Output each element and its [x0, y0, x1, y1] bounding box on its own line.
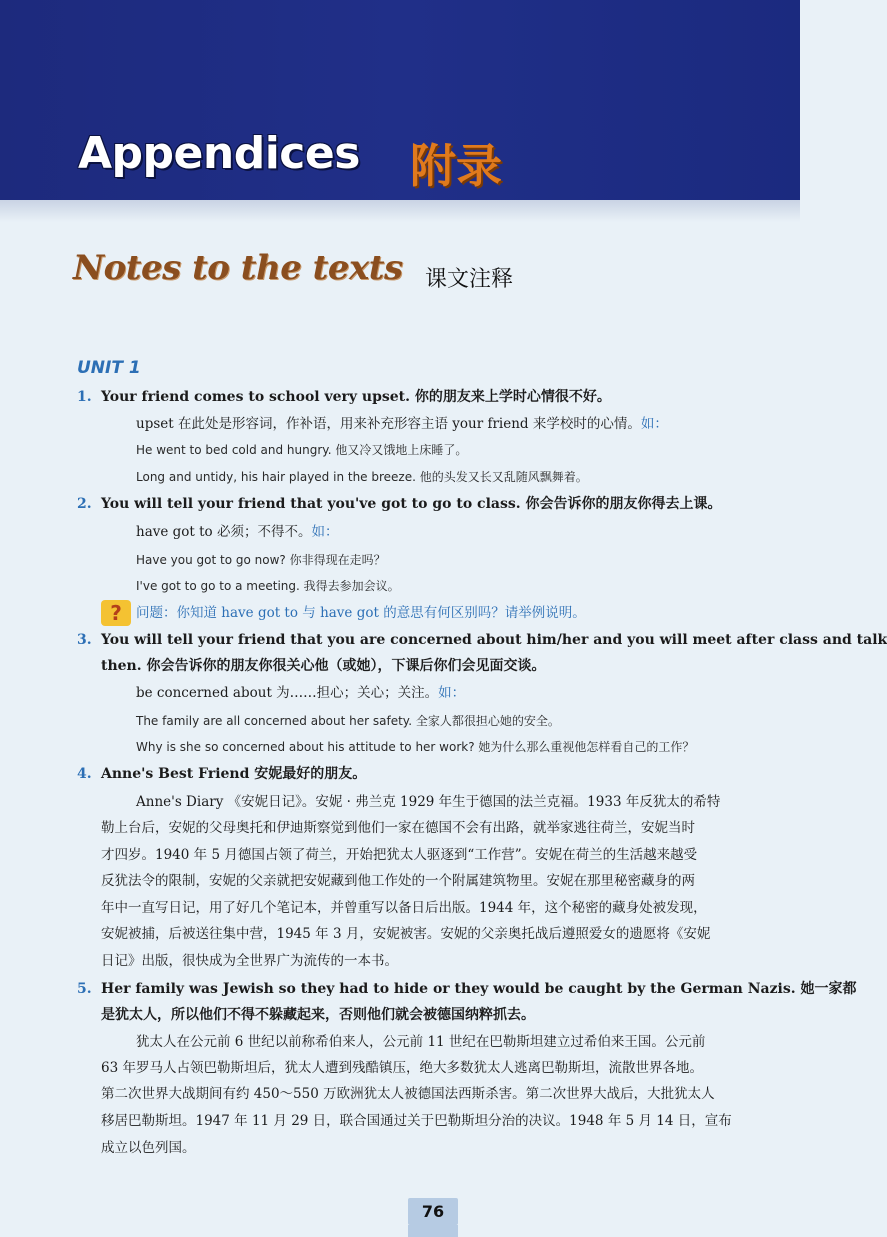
- example-sentence: He went to bed cold and hungry. 他又冷又饿地上床睡了。: [136, 443, 468, 457]
- explanation-text: have got to 必须；不得不。: [136, 524, 312, 540]
- note-number: 5.: [77, 981, 92, 997]
- explanation-text: be concerned about 为……担心；关心；关注。: [136, 685, 439, 701]
- note-headline: You will tell your friend that you are concerned about him/her and you will meet after class and talk: [101, 632, 887, 648]
- note-headline-continued: 是犹太人，所以他们不得不躲藏起来，否则他们就会被德国纳粹抓去。: [101, 1007, 535, 1023]
- example-sentence: The family are all concerned about her safety. 全家人都很担心她的安全。: [136, 714, 560, 728]
- question-text: 问题：你知道 have got to 与 have got 的意思有何区别吗？请举例说明。: [136, 605, 586, 621]
- note-headline: You will tell your friend that you've got to go to class. 你会告诉你的朋友你得去上课。: [101, 496, 722, 512]
- appendices-title: Appendices: [78, 128, 360, 179]
- paragraph-line: 犹太人在公元前 6 世纪以前称希伯来人，公元前 11 世纪在巴勒斯坦建立过希伯来王国。公元前: [136, 1034, 706, 1050]
- question-mark-icon: ?: [101, 600, 131, 626]
- section-title-zh: 课文注释: [425, 267, 514, 292]
- example-sentence: I've got to go to a meeting. 我得去参加会议。: [136, 579, 400, 593]
- appendices-title-zh: 附录: [410, 139, 502, 193]
- note-explanation: [136, 414, 668, 434]
- note-number: 2.: [77, 496, 92, 512]
- paragraph-line: 第二次世界大战期间有约 450～550 万欧洲犹太人被德国法西斯杀害。第二次世界大战后，大批犹太人: [101, 1086, 715, 1102]
- example-cue: 如：: [311, 524, 339, 540]
- note-explanation: [136, 683, 465, 703]
- example-sentence: Have you got to go now? 你非得现在走吗？: [136, 553, 386, 567]
- paragraph-line: 安妮被捕，后被送往集中营，1945 年 3 月，安妮被害。安妮的父亲奥托战后遵照爱女的遗愿将《安妮: [101, 926, 711, 942]
- paragraph-line: 日记》出版，很快成为全世界广为流传的一本书。: [101, 953, 398, 969]
- page-number: 76: [408, 1198, 458, 1225]
- paragraph-line: 才四岁。1940 年 5 月德国占领了荷兰，开始把犹太人驱逐到“工作营”。安妮在荷兰的生活越来越受: [101, 847, 698, 863]
- unit-label: UNIT 1: [77, 358, 141, 378]
- paragraph-line: 移居巴勒斯坦。1947 年 11 月 29 日，联合国通过关于巴勒斯坦分治的决议。1948 年 5 月 14 日，宣布: [101, 1113, 732, 1129]
- example-cue: 如：: [640, 416, 668, 432]
- note-headline-continued: then. 你会告诉你的朋友你很关心他（或她），下课后你们会见面交谈。: [101, 658, 546, 674]
- note-number: 4.: [77, 766, 92, 782]
- example-sentence: Why is she so concerned about his attitude to her work? 她为什么那么重视他怎样看自己的工作？: [136, 740, 695, 754]
- note-number: 3.: [77, 632, 92, 648]
- paragraph-line: Anne's Diary 《安妮日记》。安妮 · 弗兰克 1929 年生于德国的法兰克福。1933 年反犹太的希特: [136, 794, 721, 810]
- paragraph-line: 成立以色列国。: [101, 1140, 196, 1156]
- note-headline: Your friend comes to school very upset. 你的朋友来上学时心情很不好。: [101, 389, 611, 405]
- paragraph-line: 反犹法令的限制，安妮的父亲就把安妮藏到他工作处的一个附属建筑物里。安妮在那里秘密藏身的两: [101, 873, 695, 889]
- note-number: 1.: [77, 389, 92, 405]
- note-headline: Anne's Best Friend 安妮最好的朋友。: [101, 766, 367, 782]
- note-explanation: [136, 522, 338, 542]
- paragraph-line: 63 年罗马人占领巴勒斯坦后，犹太人遭到残酷镇压，绝大多数犹太人逃离巴勒斯坦，流散世界各地。: [101, 1060, 703, 1076]
- example-sentence: Long and untidy, his hair played in the breeze. 他的头发又长又乱随风飘舞着。: [136, 470, 588, 484]
- example-cue: 如：: [438, 685, 466, 701]
- page-number-strip: [408, 1225, 458, 1237]
- explanation-text: upset 在此处是形容词，作补语，用来补充形容主语 your friend 来学校时的心情。: [136, 416, 641, 432]
- paragraph-line: 勒上台后，安妮的父母奥托和伊迪斯察觉到他们一家在德国不会有出路，就举家逃往荷兰，安妮当时: [101, 820, 695, 836]
- paragraph-line: 年中一直写日记，用了好几个笔记本，并曾重写以备日后出版。1944 年，这个秘密的藏身处被发现，: [101, 900, 707, 916]
- banner-shadow: [0, 200, 800, 222]
- note-headline: Her family was Jewish so they had to hide or they would be caught by the German Nazis. 她一家都: [101, 981, 857, 997]
- section-title: Notes to the texts: [73, 248, 403, 288]
